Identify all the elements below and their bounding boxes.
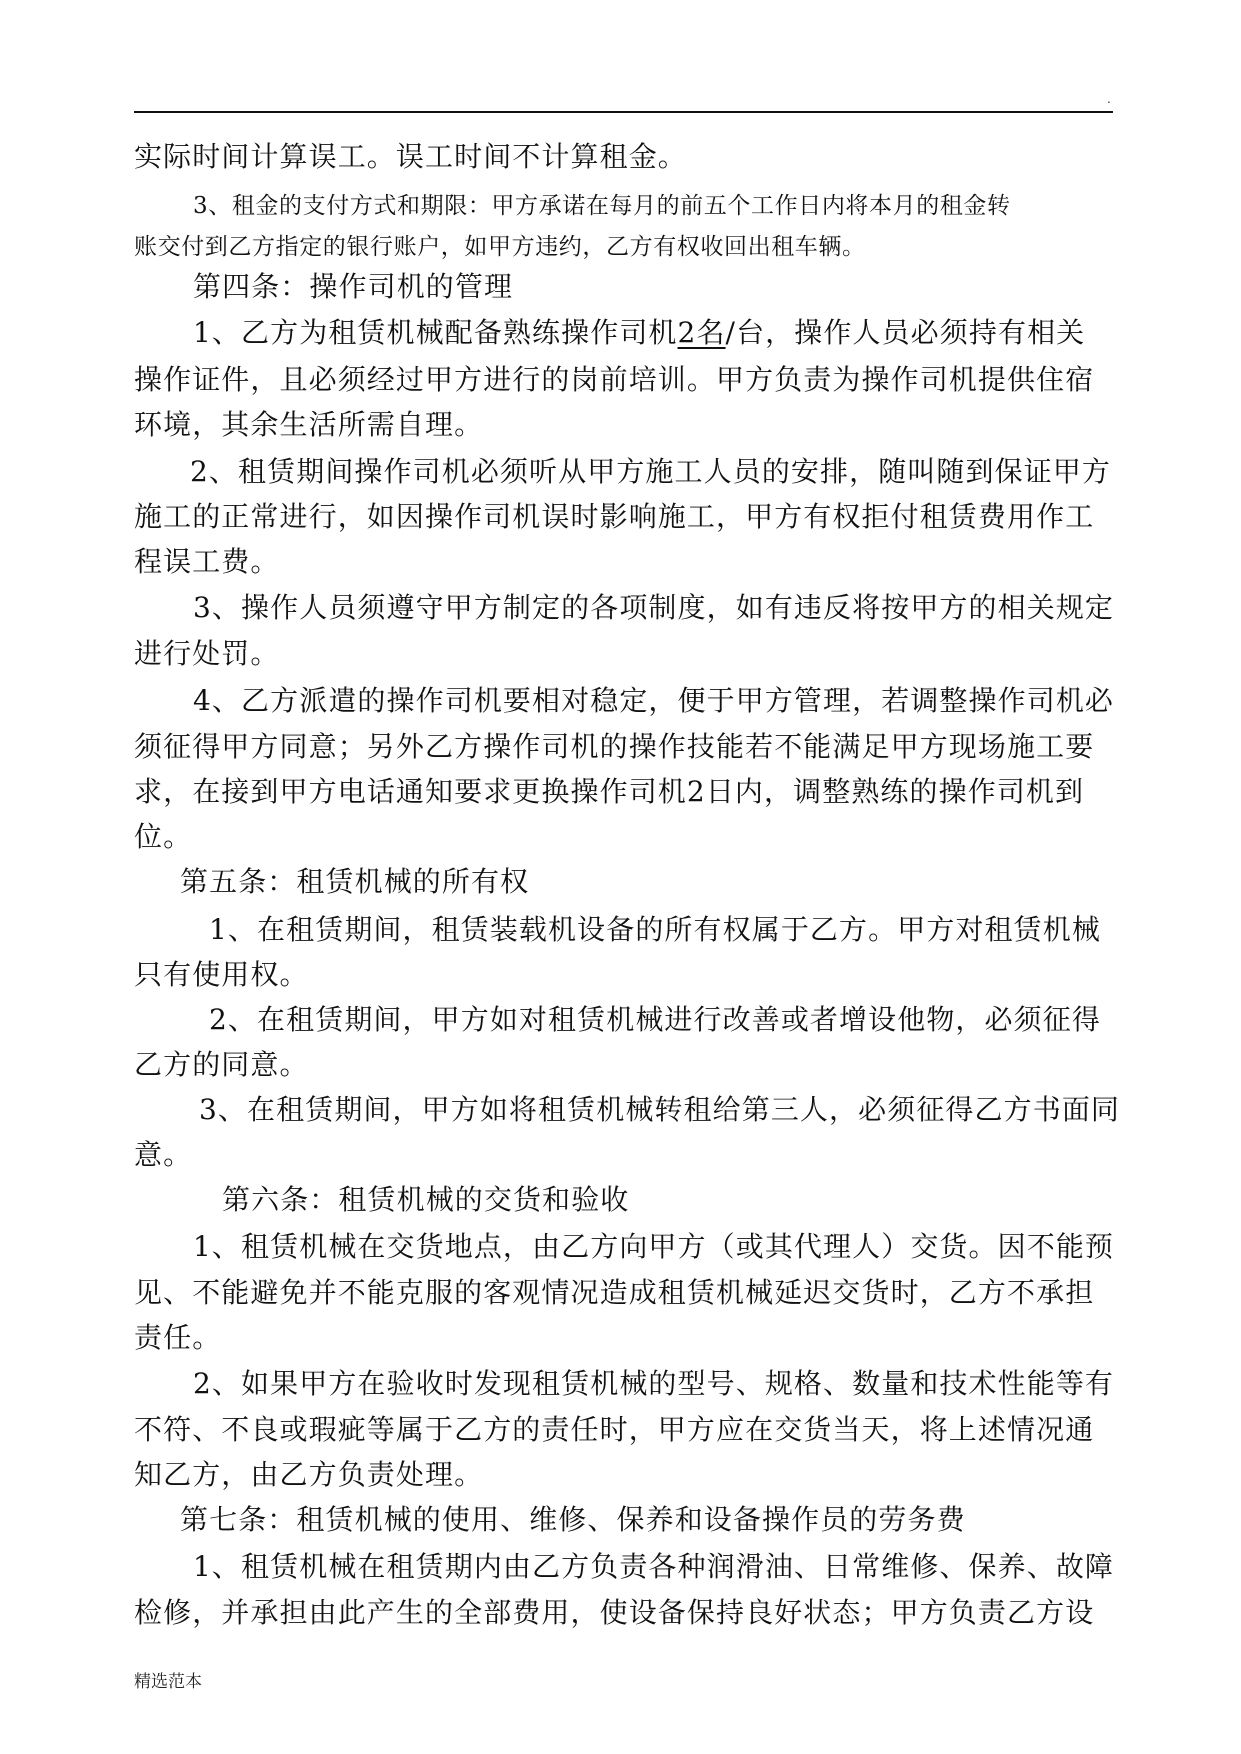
text-line: 责任。 [134, 1321, 222, 1354]
text-line: 账交付到乙方指定的银行账户，如甲方违约，乙方有权收回出租车辆。 [134, 234, 866, 260]
text-line: 知乙方，由乙方负责处理。 [134, 1458, 484, 1491]
text-line [193, 316, 1085, 350]
text-line: 3、操作人员须遵守甲方制定的各项制度，如有违反将按甲方的相关规定 [193, 591, 1115, 624]
text-line: 1、租赁机械在交货地点，由乙方向甲方（或其代理人）交货。因不能预 [193, 1230, 1115, 1263]
text-line: 2、租赁期间操作司机必须听从甲方施工人员的安排，随叫随到保证甲方 [190, 455, 1112, 488]
footer-label: 精选范本 [134, 1672, 202, 1692]
operator-count: 2名 [677, 316, 726, 349]
text-line: 意。 [134, 1138, 193, 1171]
text-line: 程误工费。 [134, 545, 280, 578]
text-line: 实际时间计算误工。误工时间不计算租金。 [134, 140, 687, 173]
text-line: 须征得甲方同意；另外乙方操作司机的操作技能若不能满足甲方现场施工要 [134, 730, 1095, 763]
text-line: 求，在接到甲方电话通知要求更换操作司机2日内，调整熟练的操作司机到 [134, 775, 1085, 808]
text-line: 只有使用权。 [134, 958, 309, 991]
text-line: 2、在租赁期间，甲方如对租赁机械进行改善或者增设他物，必须征得 [209, 1003, 1101, 1036]
header-rule [134, 111, 1113, 113]
text-line: 见、不能避免并不能克服的客观情况造成租赁机械延迟交货时，乙方不承担 [134, 1276, 1095, 1309]
section-heading: 第五条：租赁机械的所有权 [180, 865, 530, 898]
text-line: 3、租金的支付方式和期限：甲方承诺在每月的前五个工作日内将本月的租金转 [193, 193, 1011, 219]
text-line: 操作证件，且必须经过甲方进行的岗前培训。甲方负责为操作司机提供住宿 [134, 363, 1095, 396]
text-line: 位。 [134, 820, 193, 853]
text-line: 乙方的同意。 [134, 1048, 309, 1081]
section-heading: 第四条：操作司机的管理 [193, 270, 514, 303]
text-line: 施工的正常进行，如因操作司机误时影响施工，甲方有权拒付租赁费用作工 [134, 500, 1095, 533]
text-segment: 1、乙方为租赁机械配备熟练操作司机 [193, 316, 678, 349]
section-heading: 第七条：租赁机械的使用、维修、保养和设备操作员的劳务费 [180, 1503, 966, 1536]
text-line: 1、在租赁期间，租赁装载机设备的所有权属于乙方。甲方对租赁机械 [209, 913, 1101, 946]
header-mark: . [1107, 92, 1111, 106]
text-line: 2、如果甲方在验收时发现租赁机械的型号、规格、数量和技术性能等有 [193, 1367, 1115, 1400]
text-line: 不符、不良或瑕疵等属于乙方的责任时，甲方应在交货当天，将上述情况通 [134, 1413, 1095, 1446]
text-line: 环境，其余生活所需自理。 [134, 408, 484, 441]
section-heading: 第六条：租赁机械的交货和验收 [222, 1183, 630, 1216]
text-line: 进行处罚。 [134, 637, 280, 670]
text-line: 4、乙方派遣的操作司机要相对稳定，便于甲方管理，若调整操作司机必 [193, 684, 1115, 717]
text-segment: /台，操作人员必须持有相关 [725, 316, 1086, 349]
text-line: 1、租赁机械在租赁期内由乙方负责各种润滑油、日常维修、保养、故障 [193, 1550, 1115, 1583]
text-line: 3、在租赁期间，甲方如将租赁机械转租给第三人，必须征得乙方书面同 [199, 1093, 1121, 1126]
text-line: 检修，并承担由此产生的全部费用，使设备保持良好状态；甲方负责乙方设 [134, 1596, 1095, 1629]
